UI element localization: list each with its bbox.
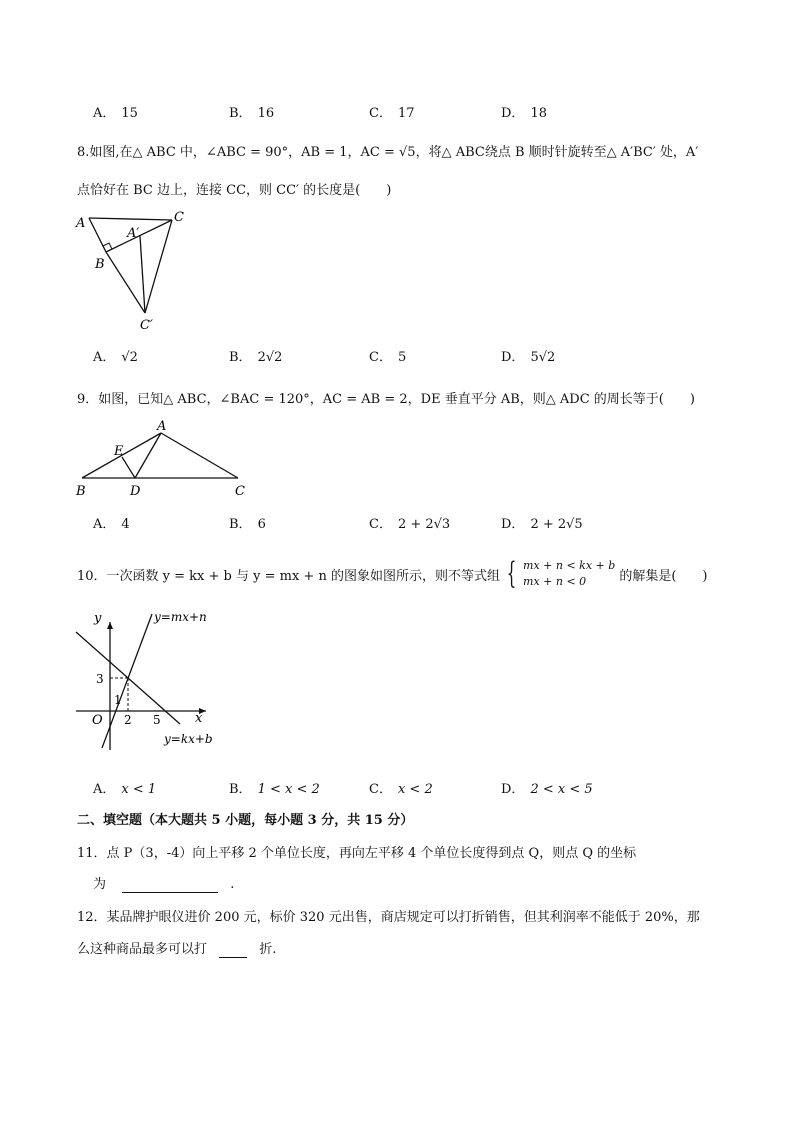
- q10-tick-y3: 3: [96, 672, 104, 686]
- q8-option-d: D． 5√2: [501, 350, 556, 365]
- q7-option-c: C． 17: [369, 106, 415, 121]
- q10-system: [523, 558, 615, 590]
- q10-system-bottom: mx + n < 0: [523, 575, 587, 588]
- q8-label-a: A: [76, 216, 86, 231]
- q10-tick-x5: 5: [153, 713, 161, 727]
- q9-segment-ac: [161, 433, 238, 478]
- q10-tick-x2: 2: [124, 713, 132, 727]
- q10-system-top: mx + n < kx + b: [523, 559, 616, 572]
- q10-line-mx-n-label: y=mx+n: [154, 610, 207, 624]
- q10-system-brace: {: [506, 556, 517, 591]
- q7-option-b: B． 16: [229, 106, 275, 121]
- q10-stem-prefix: 10．一次函数 y = kx + b 与 y = mx + n 的图象如图所示，则不等式组: [77, 568, 500, 584]
- q10-option-a: A． x < 1: [93, 782, 157, 797]
- q9-options: [93, 513, 713, 533]
- q10-line-kx-b-label: y=kx+b: [164, 732, 213, 746]
- q8-options: [93, 346, 713, 366]
- q9-stem-line1: 9．如图，已知△ ABC，∠BAC = 120°，AC = AB = 2，DE 垂直平分 AB，则△ ADC 的周长等于( ): [77, 392, 695, 407]
- q9-segment-de: [122, 457, 135, 478]
- q10-stem: [77, 554, 707, 594]
- q8-option-a: A． √2: [93, 350, 138, 365]
- q9-option-d: D． 2 + 2√5: [501, 517, 583, 532]
- q9-figure: [72, 416, 257, 502]
- q8-option-b: B． 2√2: [229, 350, 283, 365]
- q9-label-a: A: [157, 419, 167, 434]
- q12-stem-line1: 12．某品牌护眼仪进价 200 元，标价 320 元出售，商店规定可以打折销售，但其利润率不能低于 20%，那: [77, 910, 700, 925]
- q10-y-label: y: [94, 611, 102, 626]
- q8-segment-ab: [89, 218, 106, 252]
- q8-label-c-prime: C′: [140, 318, 153, 333]
- q11-answer-blank[interactable]: [122, 877, 218, 893]
- q10-option-b: B． 1 < x < 2: [229, 782, 320, 797]
- q10-tick-y1: 1: [114, 693, 122, 707]
- q8-segment-a1c1: [140, 236, 145, 313]
- q9-label-d: D: [130, 484, 141, 499]
- q10-graph: [70, 602, 240, 752]
- q9-option-b: B． 6: [229, 517, 266, 532]
- q8-label-a-prime: A′: [127, 226, 140, 241]
- q9-option-c: C． 2 + 2√3: [369, 517, 451, 532]
- q11-stem-line2: 为 .: [93, 877, 235, 892]
- q7-options: [93, 102, 713, 122]
- q9-label-e: E: [114, 444, 124, 459]
- q9-option-a: A． 4: [93, 517, 130, 532]
- q8-label-c: C: [174, 210, 184, 225]
- q8-stem-line2: 点恰好在 BC 边上，连接 CC，则 CC′ 的长度是( ): [77, 183, 392, 198]
- q8-segment-bc1: [106, 252, 145, 313]
- q10-origin-label: O: [92, 713, 103, 728]
- q8-figure: [70, 205, 200, 335]
- q10-option-d: D． 2 < x < 5: [501, 782, 593, 797]
- q12-stem-line2: 么这种商品最多可以打 折.: [77, 942, 277, 957]
- q10-x-label: x: [195, 711, 203, 726]
- q10-options: [93, 778, 713, 798]
- q7-option-d: D． 18: [501, 106, 547, 121]
- q10-option-c: C． x < 2: [369, 782, 433, 797]
- q11-stem-line1: 11．点 P（3，-4）向上平移 2 个单位长度，再向左平移 4 个单位长度得到点 Q，则点 Q 的坐标: [77, 846, 637, 861]
- q10-stem-suffix: 的解集是( ): [619, 568, 708, 584]
- q9-label-c: C: [235, 484, 245, 499]
- q8-segment-cc1: [145, 220, 172, 313]
- q12-answer-blank[interactable]: [219, 942, 247, 958]
- q7-option-a: A． 15: [93, 106, 138, 121]
- q8-label-b: B: [95, 257, 105, 272]
- section2-title: 二、填空题（本大题共 5 小题，每小题 3 分，共 15 分）: [77, 813, 414, 828]
- q8-option-c: C． 5: [369, 350, 407, 365]
- q8-segment-ac: [89, 218, 172, 220]
- q10-y-arrow: [107, 622, 113, 629]
- q9-label-b: B: [76, 484, 86, 499]
- q8-stem-line1: 8.如图,在△ ABC 中，∠ABC = 90°，AB = 1，AC = √5，将△ ABC绕点 B 顺时针旋转至△ A′BC′ 处，A′: [77, 145, 699, 160]
